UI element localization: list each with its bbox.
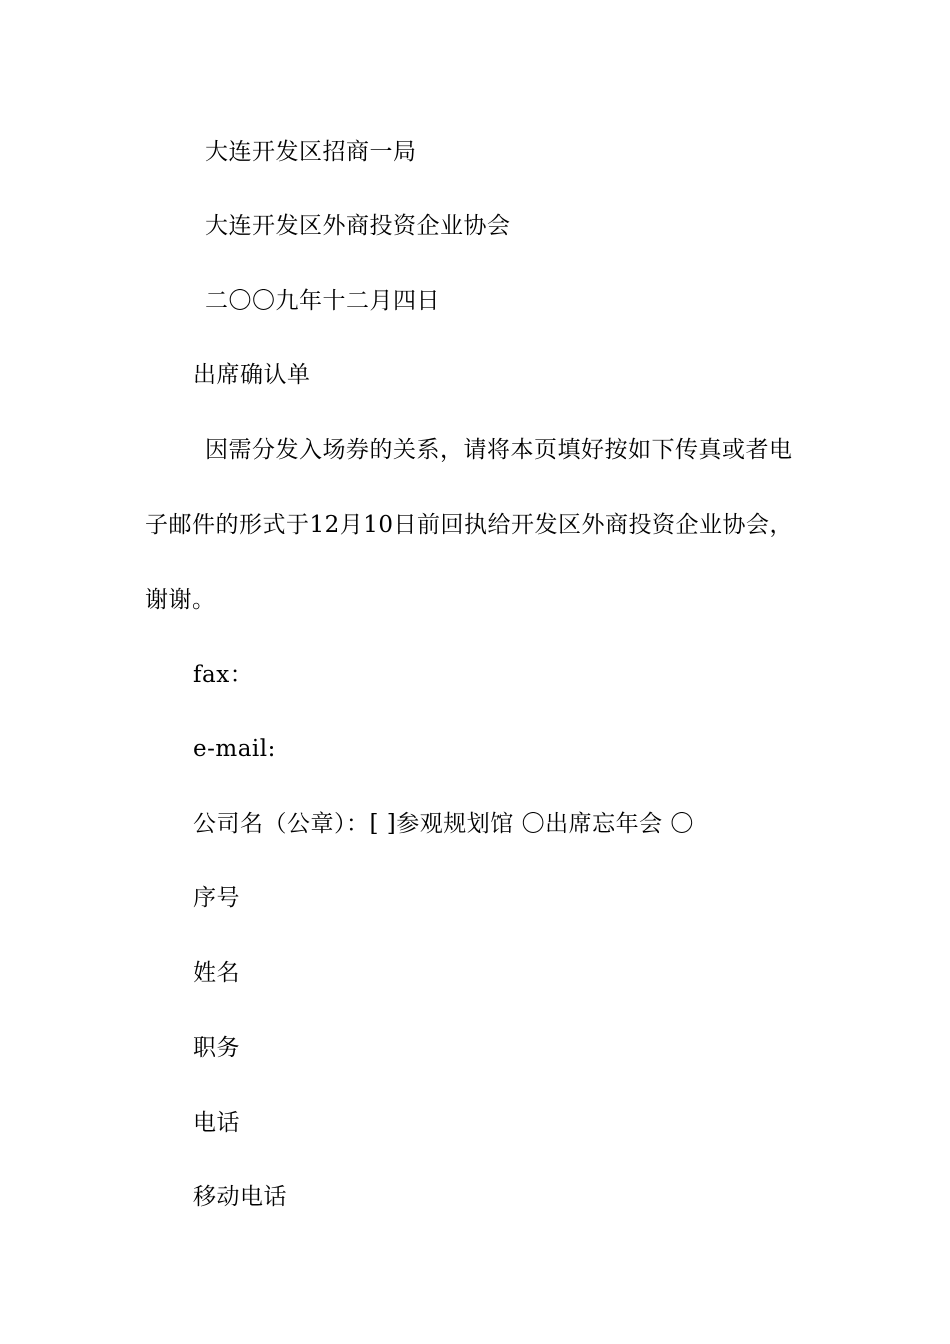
fax-label: fax： — [193, 662, 254, 688]
email-label: e-mail: — [193, 736, 276, 762]
field-label-phone: 电话 — [193, 1110, 240, 1136]
field-label-serial: 序号 — [193, 885, 240, 911]
form-title: 出席确认单 — [193, 362, 311, 388]
instruction-line-2: 子邮件的形式于12月10日前回执给开发区外商投资企业协会， — [145, 512, 794, 538]
field-label-mobile: 移动电话 — [193, 1184, 287, 1210]
instruction-line-1: 因需分发入场券的关系，请将本页填好按如下传真或者电 — [205, 437, 793, 463]
field-label-name: 姓名 — [193, 960, 240, 986]
org-name-1: 大连开发区招商一局 — [205, 139, 417, 165]
field-label-position: 职务 — [193, 1035, 240, 1061]
org-name-2: 大连开发区外商投资企业协会 — [205, 213, 511, 239]
instruction-line-3: 谢谢。 — [145, 587, 216, 613]
document-date: 二〇〇九年十二月四日 — [205, 288, 440, 314]
company-line: 公司名（公章）：[ ]参观规划馆 〇出席忘年会 〇 — [193, 811, 694, 837]
